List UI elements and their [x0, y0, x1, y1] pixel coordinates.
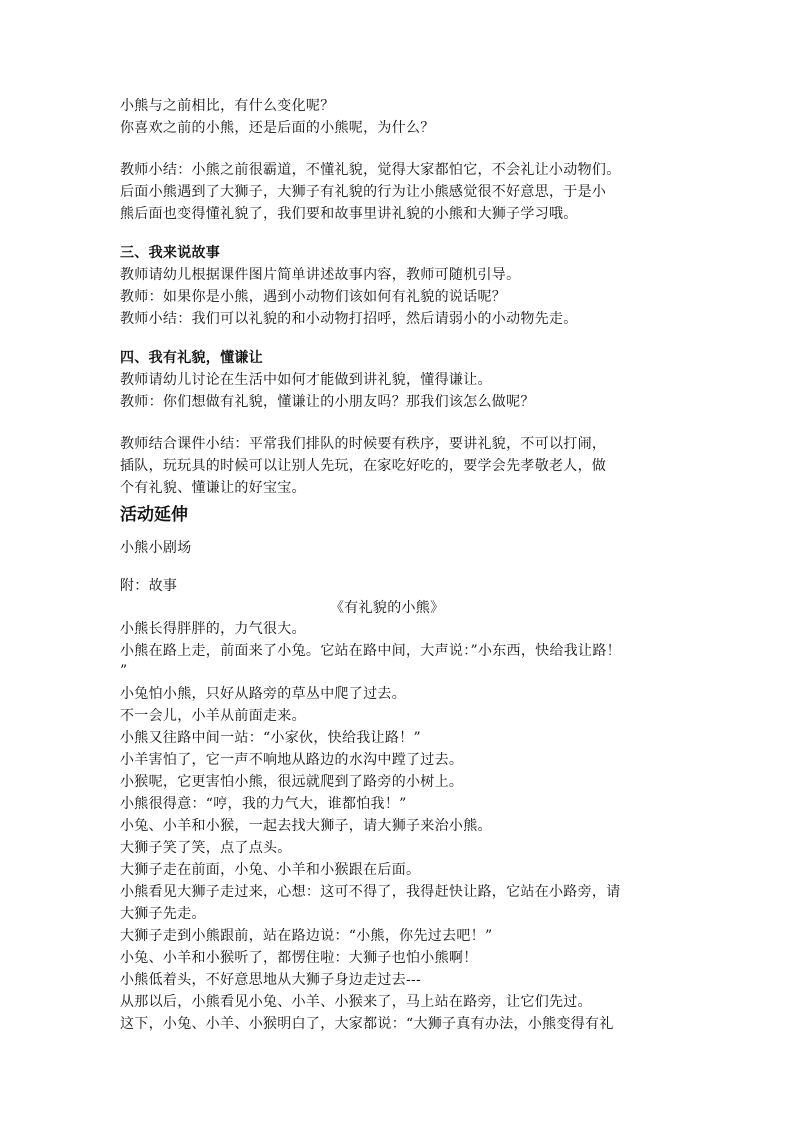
summary-line: 插队，玩玩具的时候可以让别人先玩，在家吃好吃的，要学会先孝敬老人，做 — [120, 458, 607, 474]
summary-line: 教师结合课件小结：平常我们排队的时候要有秩序，要讲礼貌，不可以打闹， — [120, 436, 607, 452]
story-line: 小熊长得胖胖的，力气很大。 — [120, 621, 306, 637]
story-line: 不一会儿，小羊从前面走来。 — [120, 708, 306, 724]
story-line: 小兔怕小熊，只好从路旁的草丛中爬了过去。 — [120, 686, 406, 702]
story-line: 小熊又往路中间一站：“小家伙，快给我让路！” — [120, 730, 421, 746]
paragraph-line: 教师请幼儿根据课件图片简单讲述故事内容，教师可随机引导。 — [120, 267, 521, 283]
story-line: 小熊在路上走，前面来了小兔。它站在路中间，大声说：”小东西，快给我让路！ — [120, 643, 621, 659]
paragraph-line: 教师小结：我们可以礼貌的和小动物打招呼，然后请弱小的小动物先走。 — [120, 311, 578, 327]
section-heading: 三、我来说故事 — [120, 245, 221, 261]
extension-item: 小熊小剧场 — [120, 540, 192, 556]
summary-line: 个有礼貌、懂谦让的好宝宝。 — [120, 480, 306, 496]
story-line: 大狮子先走。 — [120, 906, 206, 922]
story-line: 小兔、小羊和小猴，一起去找大狮子，请大狮子来治小熊。 — [120, 818, 492, 834]
paragraph-line: 教师请幼儿讨论在生活中如何才能做到讲礼貌，懂得谦让。 — [120, 372, 492, 388]
paragraph-line: 教师：如果你是小熊，遇到小动物们该如何有礼貌的说话呢？ — [120, 289, 507, 305]
extension-heading: 活动延伸 — [120, 505, 188, 525]
story-line: 大狮子笑了笑，点了点头。 — [120, 840, 292, 856]
story-line: 从那以后，小熊看见小兔、小羊、小猴来了，马上站在路旁，让它们先过。 — [120, 994, 592, 1010]
story-title: 《有礼貌的小熊》 — [330, 600, 445, 616]
story-line: 小熊很得意：“哼，我的力气大，谁都怕我！” — [120, 796, 407, 812]
story-line: 小兔、小羊和小猴听了，都愣住啦：大狮子也怕小熊啊！ — [120, 950, 478, 966]
story-line: 这下，小兔、小羊、小猴明白了，大家都说：“大狮子真有办法，小熊变得有礼 — [120, 1016, 614, 1032]
paragraph-line: 你喜欢之前的小熊，还是后面的小熊呢，为什么？ — [120, 120, 435, 136]
summary-line: 熊后面也变得懂礼貌了，我们要和故事里讲礼貌的小熊和大狮子学习哦。 — [120, 206, 578, 222]
story-line: 小羊害怕了，它一声不响地从路边的水沟中蹚了过去。 — [120, 752, 464, 768]
summary-line: 后面小熊遇到了大狮子，大狮子有礼貌的行为让小熊感觉很不好意思，于是小 — [120, 184, 607, 200]
summary-line: 教师小结：小熊之前很霸道，不懂礼貌，觉得大家都怕它，不会礼让小动物们。 — [120, 162, 621, 178]
story-line: 大狮子走到小熊跟前，站在路边说：“小熊，你先过去吧！” — [120, 928, 493, 944]
story-line: ” — [120, 663, 128, 679]
section-heading: 四、我有礼貌，懂谦让 — [120, 350, 263, 366]
paragraph-line: 教师：你们想做有礼貌，懂谦让的小朋友吗？那我们该怎么做呢？ — [120, 394, 535, 410]
story-line: 小猴呢，它更害怕小熊，很远就爬到了路旁的小树上。 — [120, 774, 464, 790]
appendix-label: 附：故事 — [120, 578, 178, 594]
story-line: 小熊看见大狮子走过来，心想：这可不得了，我得赶快让路，它站在小路旁，请 — [120, 884, 621, 900]
story-line: 大狮子走在前面，小兔、小羊和小猴跟在后面。 — [120, 862, 421, 878]
paragraph-line: 小熊与之前相比，有什么变化呢？ — [120, 98, 335, 114]
story-line: 小熊低着头，不好意思地从大狮子身边走过去--- — [120, 972, 422, 988]
